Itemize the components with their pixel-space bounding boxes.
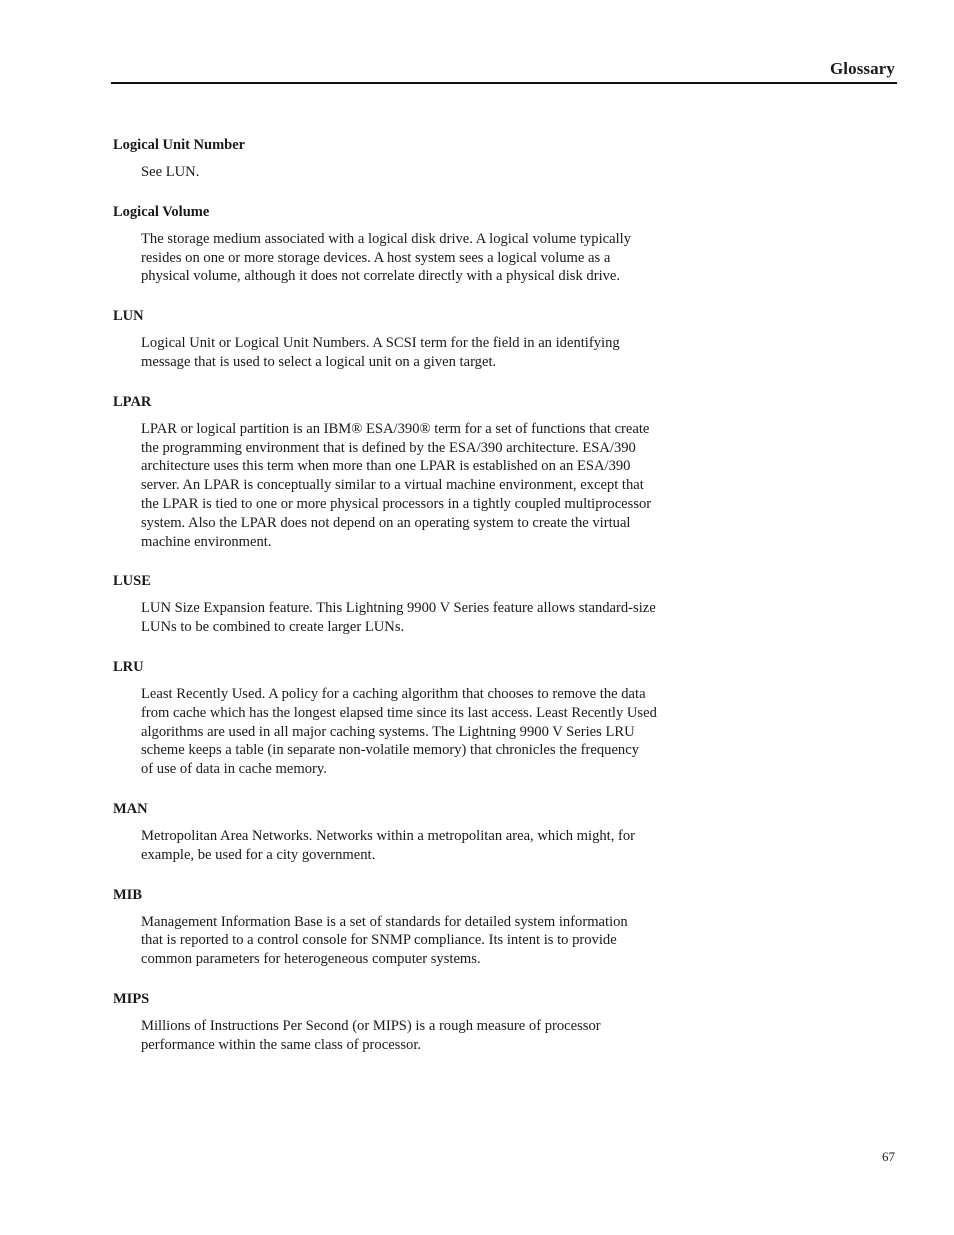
glossary-term: LRU (113, 658, 144, 675)
glossary-definition: Millions of Instructions Per Second (or MIPS) is a rough measure of processor performance within the same class of processor. (141, 1017, 601, 1053)
glossary-entry (113, 886, 683, 969)
glossary-definition: Least Recently Used. A policy for a caching algorithm that chooses to remove the data from cache which has the longest elapsed time since its last access. Least Recently Used algorithms are used in all major caching systems. The Lightning 9900 V Series LRU scheme keeps a table (in separate non-volatile memory) that chronicles the frequency of use of data in cache memory. (141, 685, 657, 778)
glossary-entry (113, 800, 683, 865)
glossary-term: LUN (113, 308, 144, 325)
glossary-entry (113, 393, 683, 552)
glossary-term: LUSE (113, 573, 151, 590)
glossary-definition: LUN Size Expansion feature. This Lightning 9900 V Series feature allows standard-size LUNs to be combined to create larger LUNs. (141, 600, 656, 636)
glossary-entries (113, 136, 683, 1076)
glossary-definition: See LUN. (141, 164, 200, 180)
glossary-term: MAN (113, 800, 148, 817)
glossary-definition: Metropolitan Area Networks. Networks within a metropolitan area, which might, for example, be used for a city government. (141, 827, 636, 863)
glossary-entry (113, 990, 683, 1055)
glossary-entry (113, 658, 683, 779)
glossary-definition: Logical Unit or Logical Unit Numbers. A SCSI term for the field in an identifying message that is used to select a logical unit on a given target. (141, 335, 620, 370)
glossary-term: Logical Unit Number (113, 137, 246, 153)
glossary-term: MIB (113, 886, 142, 903)
glossary-definition: LPAR or logical partition is an IBM® ESA/390® term for a set of functions that create the programming environment that is defined by the ESA/390 architecture. ESA/390 architecture uses this term when more than one LPAR is established on an ESA/390 server. An LPAR is conceptually similar to a virtual machine environment, except that the LPAR is tied to one or more physical processors in a tightly coupled multiprocessor system. Also the LPAR does not depend on an operating system to create the virtual machine environment. (141, 420, 652, 550)
glossary-term: LPAR (113, 393, 152, 410)
glossary-term: MIPS (113, 990, 150, 1007)
glossary-entry (113, 203, 683, 286)
page-number: 67 (882, 1149, 895, 1164)
glossary-entry (113, 307, 683, 372)
glossary-entry (113, 136, 683, 182)
glossary-definition: Management Information Base is a set of standards for detailed system information that is reported to a control console for SNMP compliance. Its intent is to provide common parameters for heterogeneous computer systems. (141, 913, 628, 968)
glossary-entry (113, 572, 683, 637)
glossary-definition: The storage medium associated with a logical disk drive. A logical volume typically resides on one or more storage devices. A host system sees a logical volume as a physical volume, although it does not correlate directly with a physical disk drive. (141, 230, 631, 285)
glossary-term: Logical Volume (113, 203, 210, 220)
section-title: Glossary (829, 59, 895, 78)
page-header (111, 58, 897, 84)
